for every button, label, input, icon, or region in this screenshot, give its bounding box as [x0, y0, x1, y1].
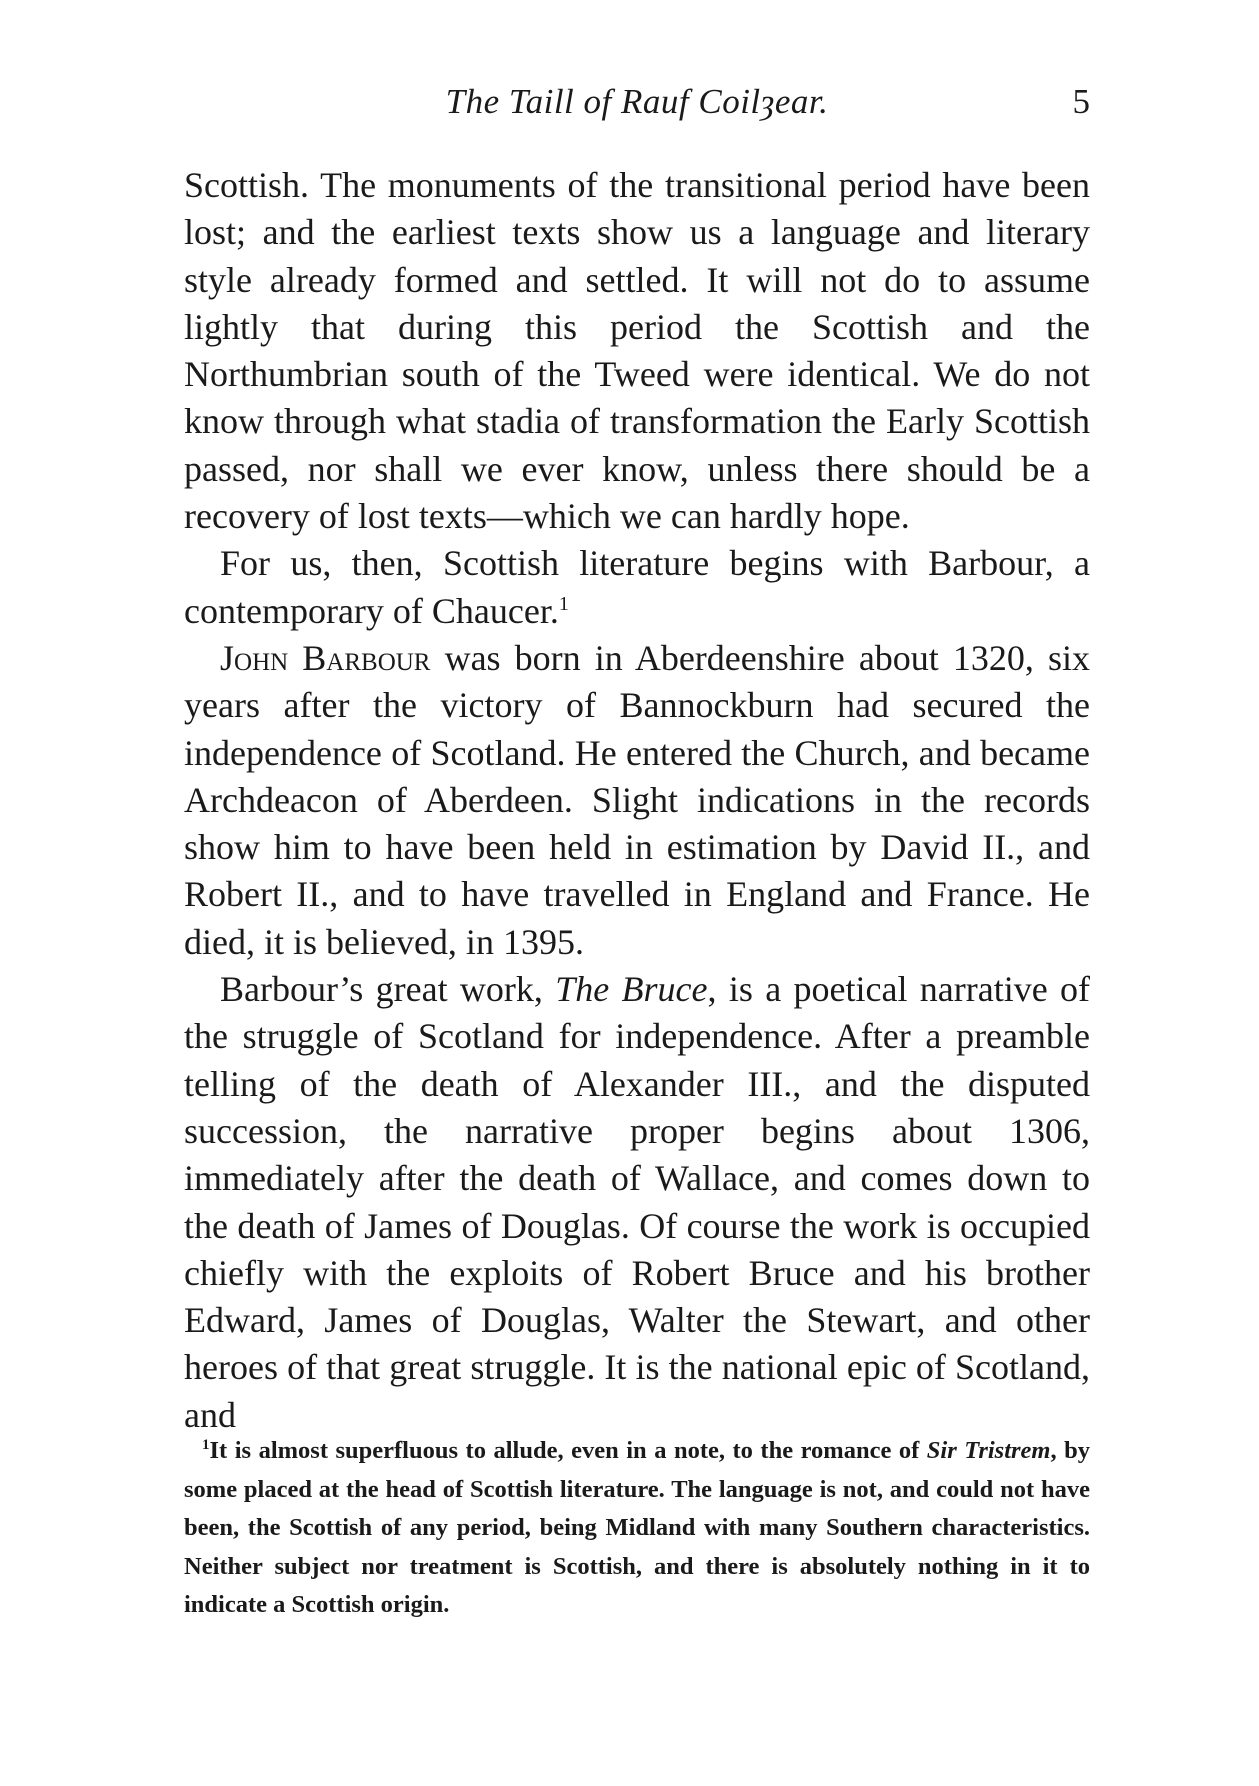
work-title-the-bruce: The Bruce — [555, 969, 708, 1010]
page-number: 5 — [1072, 82, 1090, 121]
paragraph-3-text: was born in Aberdeenshire about 1320, six years after the victory of Bannockburn had secured the independence of Scotland. He entered the Church, and became Archdeacon of Aberdeen. Slight indications in the records show him to have been held in estimation by David II., and Robert II., and to have travelled in England and France. He died, it is believed, in 1395. — [184, 637, 1090, 962]
footnote — [184, 1432, 1090, 1625]
paragraph-2-text: For us, then, Scottish literature begins with Barbour, a contemporary of Chaucer. — [184, 543, 1090, 631]
footnote-text-b: , by some placed at the head of Scottish literature. The language is not, and could not have been, the Scottish of any period, being Midland with many Southern characteristics. Neither subject nor treatment is Scottish, and there is absolutely nothing in it to indicate a Scottish origin. — [184, 1437, 1091, 1619]
author-last-name: Barbour — [302, 637, 431, 678]
paragraph-1: Scottish. The monuments of the transitional period have been lost; and the earliest texts show us a language and literary style already formed and settled. It will not do to assume lightly that during this period the Scottish and the Northumbrian south of the Tweed were identical. We do not know through what stadia of transformation the Early Scottish passed, nor shall we ever know, unless there should be a recovery of lost texts—which we can hardly hope. — [184, 165, 1090, 537]
paragraph-4-text-a: Barbour’s great work, — [220, 969, 556, 1010]
paragraph-3 — [184, 635, 1090, 966]
author-first-name: John — [220, 637, 289, 678]
running-head — [184, 82, 1090, 132]
body-text — [184, 162, 1090, 1439]
footnote-reference: 1 — [558, 592, 569, 615]
running-head-title: The Taill of Rauf Coilȝear. — [445, 82, 829, 121]
paragraph-4 — [184, 966, 1090, 1439]
footnote-work-title: Sir Tristrem — [926, 1437, 1051, 1464]
paragraph-2 — [184, 540, 1090, 635]
footnote-text-a: It is almost superfluous to allude, even in a note, to the romance of — [209, 1437, 927, 1464]
paragraph-4-text-b: , is a poetical narrative of the struggle of Scotland for independence. After a preamble telling of the death of Alexander III., and the disputed succession, the narrative proper begins about 1306, immediately after the death of Wallace, and comes down to the death of James of Douglas. Of course the work is occupied chiefly with the exploits of Robert Bruce and his brother Edward, James of Douglas, Walter the Stewart, and other heroes of that great struggle. It is the national epic of Scotland, and — [184, 969, 1090, 1435]
footnote-mark: 1 — [202, 1436, 210, 1453]
